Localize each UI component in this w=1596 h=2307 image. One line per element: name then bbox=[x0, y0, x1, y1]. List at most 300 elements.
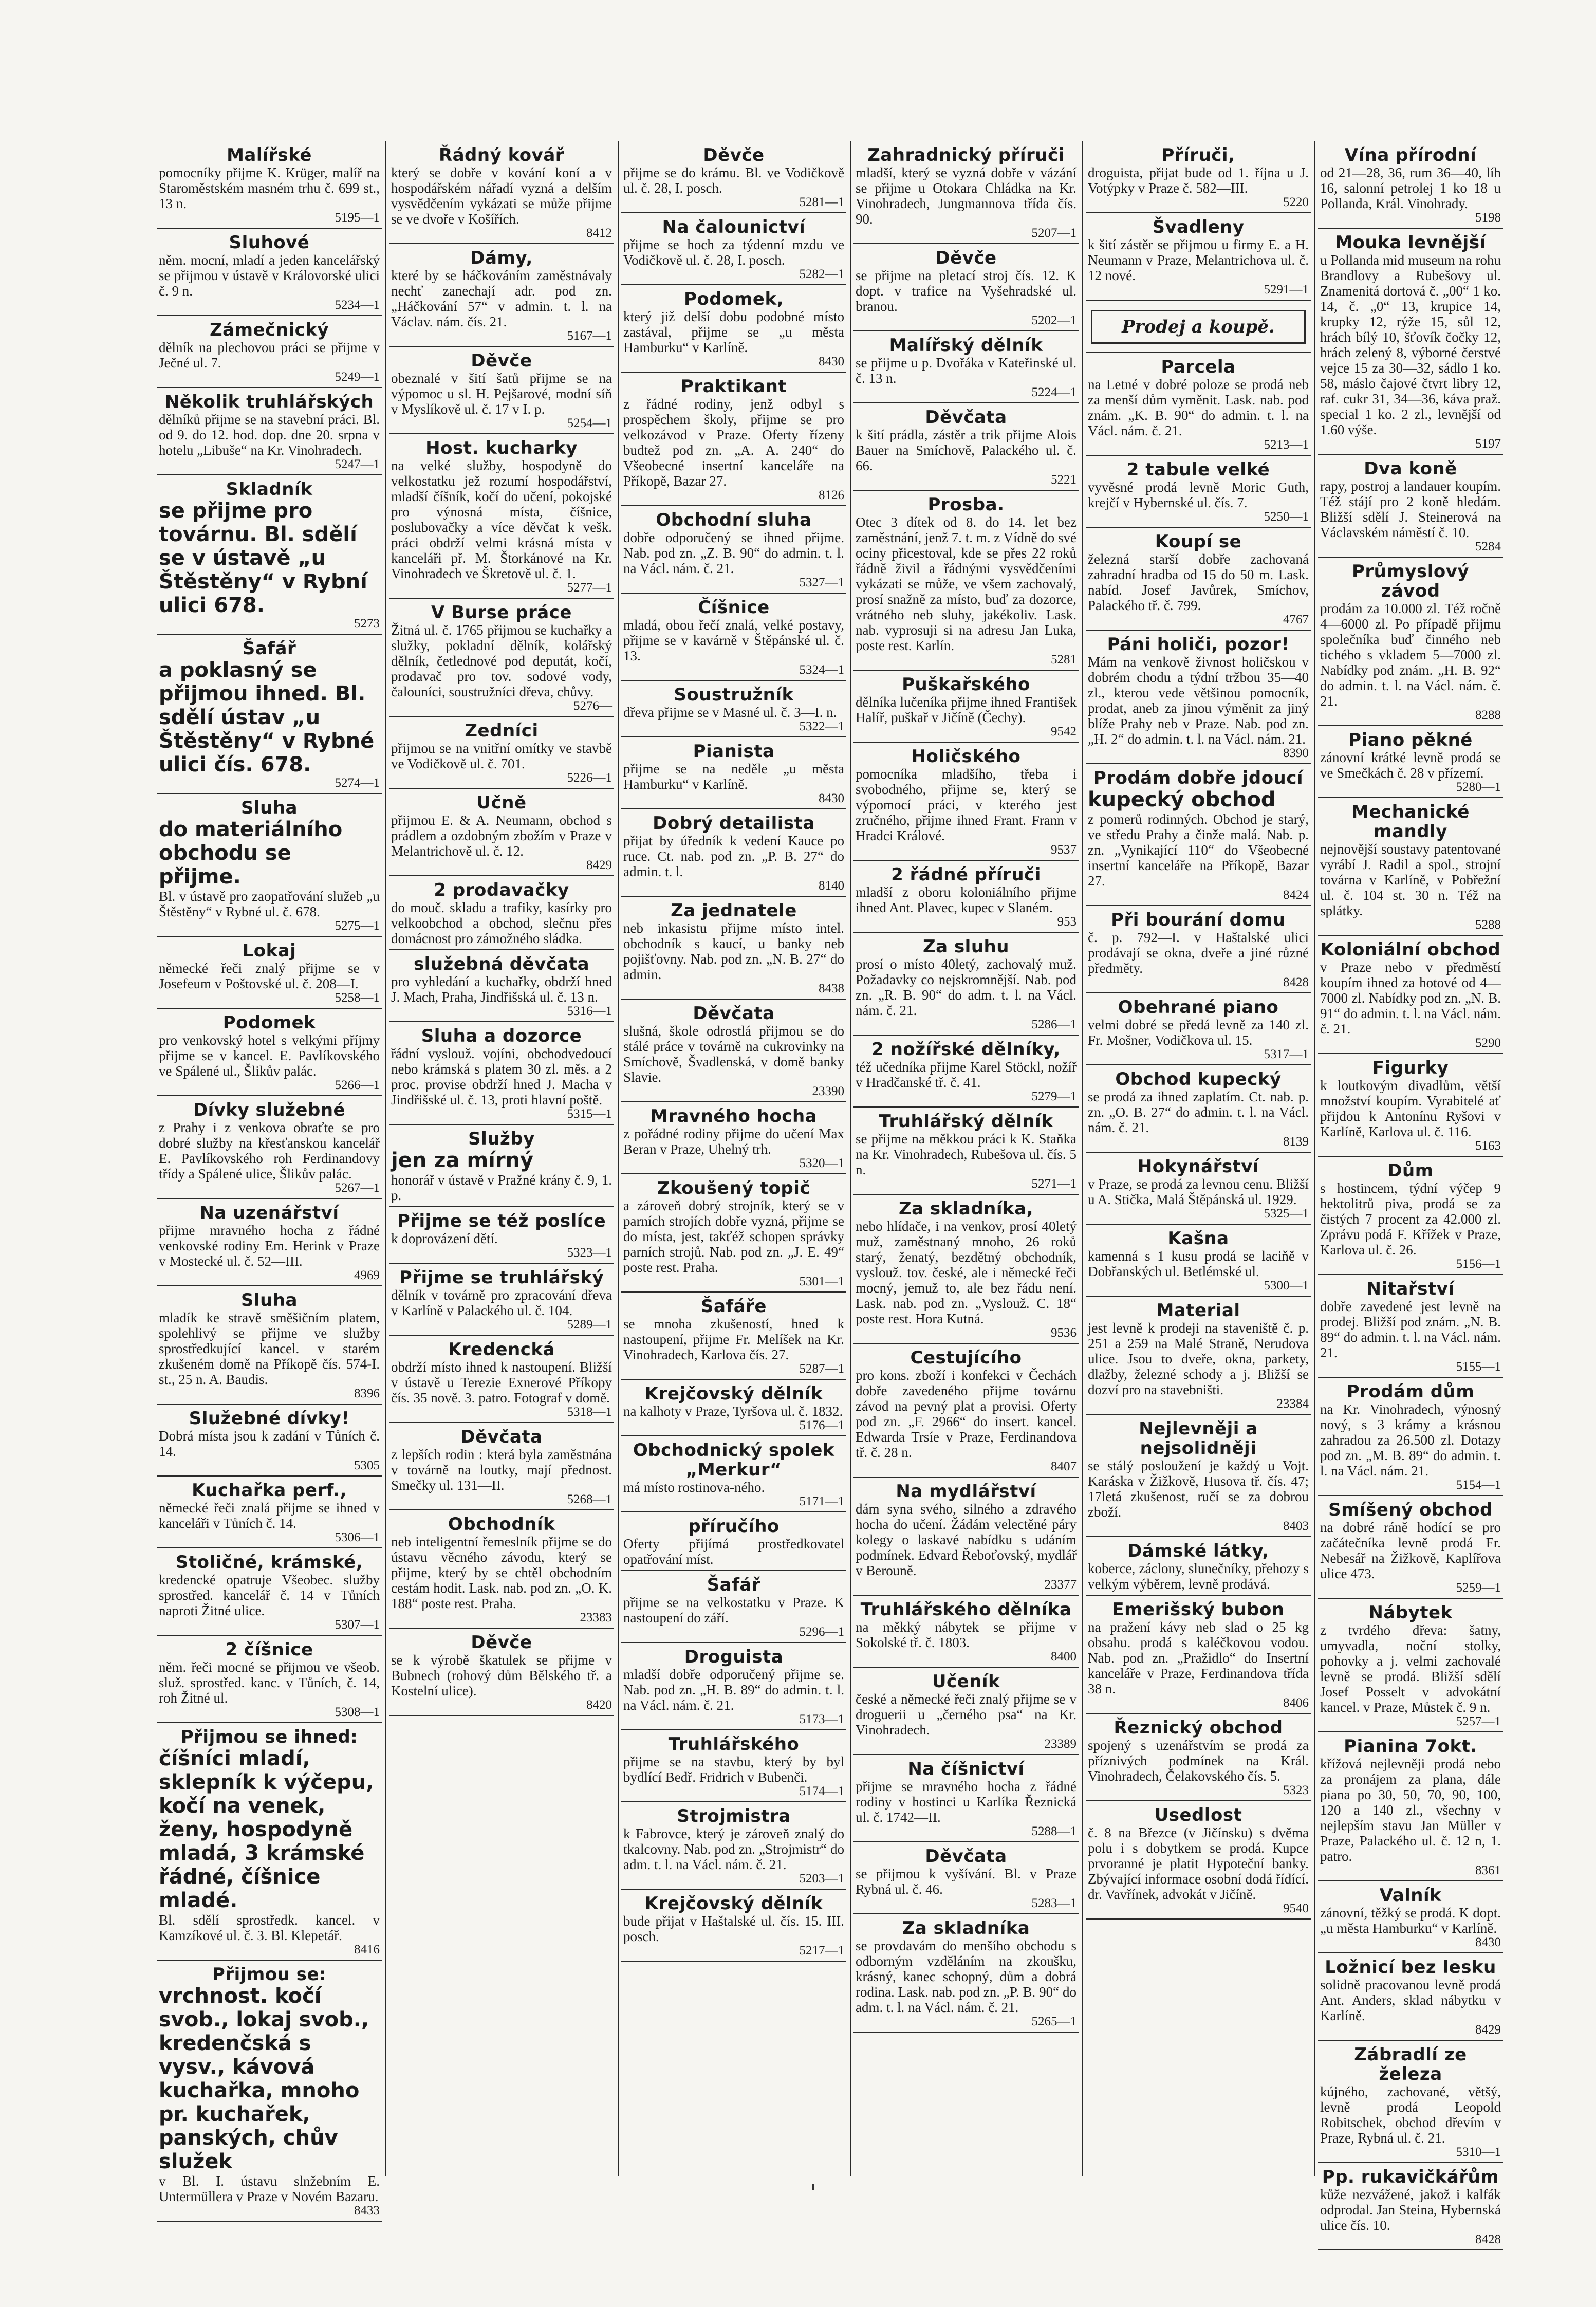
ad-heading: Pianista bbox=[693, 741, 775, 762]
ad-heading: Sluha bbox=[241, 1290, 298, 1311]
ad-number: 5274—1 bbox=[335, 776, 380, 790]
classified-ad bbox=[853, 141, 1079, 244]
ad-heading: Sluha bbox=[241, 798, 298, 818]
ad-text: prosí o místo 40letý, zachovalý muž. Požadavky co nejskromnější. Nab. pod zn. „R. B. 90“ do adm. t. l. na Václ. nám. č. 21. bbox=[856, 956, 1077, 1018]
ad-number: 5323 bbox=[1283, 1783, 1309, 1797]
ad-text: kůže nezvážené, jakož i kalfák odprodal. Jan Steina, Hybernská ulice čís. 10. bbox=[1320, 2187, 1501, 2233]
ad-number: 5318—1 bbox=[567, 1405, 612, 1419]
ad-heading: Pp. rukavičkářům bbox=[1322, 2167, 1499, 2187]
ad-number: 5154—1 bbox=[1456, 1478, 1501, 1492]
ad-heading: Kuchařka perf., bbox=[192, 1480, 347, 1501]
ad-heading: Sluhové bbox=[229, 232, 310, 253]
classified-ad bbox=[157, 937, 382, 1009]
ad-heading: Koupí se bbox=[1155, 531, 1242, 552]
ad-number: 5250—1 bbox=[1264, 510, 1309, 524]
ad-number: 9537 bbox=[1051, 843, 1077, 857]
ad-text: německé řeči znalá přijme se ihned v kanceláři v Tůních č. 14. bbox=[159, 1500, 380, 1531]
ad-heading: Dva koně bbox=[1364, 458, 1457, 479]
classified-ad bbox=[621, 1293, 846, 1380]
classified-ad bbox=[621, 285, 846, 373]
ad-text: k Fabrovce, který je zároveň znalý do tkalcovny. Nab. pod zn. „Strojmistr“ do adm. t. l. na Václ. nám. č. 21. bbox=[623, 1826, 844, 1872]
ad-number: 5198 bbox=[1475, 211, 1501, 225]
classified-ad bbox=[157, 635, 382, 794]
ad-text: nebo hlídače, i na venkov, prosí 40letý muž, zaměstnaný mnoho, 26 roků starý, ženatý, bezdětný obchodník, vyslouž. tov. české, ale i německé řeči mocný, jemuž to, ale bez řádu není. Lask. nab. pod zn. „Vyslouž. C. 18“ poste rest. Hora Kutná. bbox=[856, 1219, 1077, 1326]
ad-number: 9540 bbox=[1283, 1902, 1309, 1915]
classified-ad bbox=[853, 491, 1079, 671]
ad-number: 5173—1 bbox=[799, 1712, 844, 1726]
ad-number: 5320—1 bbox=[799, 1156, 844, 1170]
ad-text: na kalhoty v Praze, Tyršova ul. č. 1832. bbox=[623, 1404, 843, 1419]
classified-ad bbox=[853, 1195, 1079, 1344]
ad-heading: služebná děvčata bbox=[413, 954, 590, 974]
classified-ad bbox=[853, 1478, 1079, 1596]
ad-number: 8407 bbox=[1051, 1460, 1077, 1473]
ad-number: 5281—1 bbox=[799, 195, 844, 209]
classified-ad bbox=[157, 1286, 382, 1405]
ad-number: 5163 bbox=[1475, 1139, 1501, 1153]
ad-heading: Cestujícího bbox=[910, 1348, 1022, 1368]
ad-heading: Učně bbox=[476, 792, 527, 813]
ad-text: které by se háčkováním zaměstnávaly nechť zanechají adr. pod zn. „Háčkování 57“ v admin. t. l. na Václav. nám. čís. 21. bbox=[391, 268, 612, 329]
classified-ad bbox=[621, 1571, 846, 1643]
ad-heading: Holičského bbox=[911, 746, 1021, 767]
ad-heading: Prosba. bbox=[927, 494, 1005, 515]
ad-text: koberce, záclony, slunečníky, přehozy s velkým výběrem, levně prodává. bbox=[1088, 1561, 1309, 1592]
ad-number: 5291—1 bbox=[1264, 283, 1309, 297]
classified-ad bbox=[853, 1036, 1079, 1108]
ad-bold-text: kupecký obchod bbox=[1088, 788, 1276, 811]
ad-heading: Zkoušený topič bbox=[657, 1178, 811, 1198]
classified-ad bbox=[1086, 1714, 1311, 1801]
ad-text: pomocníka mladšího, třeba i svobodného, přijme se, který se výpomocí práci, v kterého jest zručného, přijme ihned Frant. Frann v Hradci Králové. bbox=[856, 766, 1077, 843]
classified-ad bbox=[1318, 1054, 1503, 1157]
classified-ad bbox=[389, 876, 614, 950]
ad-number: 5310—1 bbox=[1456, 2145, 1501, 2159]
ad-number: 5306—1 bbox=[335, 1530, 380, 1544]
column-rule bbox=[850, 141, 851, 2176]
classified-ad bbox=[853, 1914, 1079, 2033]
ad-number: 23390 bbox=[812, 1084, 844, 1098]
ad-text: neb inkasistu přijme místo intel. obchodník s kaucí, u banky neb pojišťovny. Nab. pod zn. „N. B. 27“ do admin. bbox=[623, 920, 844, 982]
ad-heading: Přijmou se: bbox=[212, 1964, 327, 1985]
ad-text: přijat by úředník k vedení Kauce po ruce. Ct. nab. pod zn. „P. B. 27“ do admin. t. l. bbox=[623, 833, 844, 879]
ad-text: honorář v ústavě v Pražné krány č. 9, 1. p. bbox=[391, 1172, 612, 1203]
ad-number: 5268—1 bbox=[567, 1492, 612, 1506]
ad-number: 5203—1 bbox=[799, 1872, 844, 1886]
ad-number: 8438 bbox=[819, 982, 844, 995]
ad-number: 5280—1 bbox=[1456, 780, 1501, 794]
ad-text: se přijme u p. Dvořáka v Kateřinské ul. č. 13 n. bbox=[856, 355, 1077, 386]
ad-text: kredencké opatruje Všeobec. služby sprostřed. kancelář č. 14 v Tůních naproti Žitné ulice. bbox=[159, 1572, 380, 1618]
ad-heading: V Burse práce bbox=[431, 602, 572, 623]
ad-number: 5220 bbox=[1283, 195, 1309, 209]
ad-heading: Příruči, bbox=[1161, 145, 1235, 165]
ad-number: 8396 bbox=[354, 1387, 380, 1400]
ad-text: a zároveň dobrý strojník, který se v parních strojích dobře vyzná, přijme se do místa, jest, takťéž schopen správky parních strojů. Nab. pod zn. „J. E. 49“ poste rest. Praha. bbox=[623, 1198, 844, 1275]
ad-number: 5174—1 bbox=[799, 1784, 844, 1798]
ad-heading: Pianina 7okt. bbox=[1344, 1736, 1477, 1757]
ad-text: české a německé řeči znalý přijme se v droguerii u „černého psa“ na Kr. Vinohradech. bbox=[856, 1691, 1077, 1738]
newspaper-page bbox=[157, 141, 1503, 2246]
ad-number: 5213—1 bbox=[1264, 438, 1309, 452]
classified-ad bbox=[1086, 301, 1311, 353]
ad-heading: Obchod kupecký bbox=[1115, 1069, 1282, 1090]
ad-text: jest levně k prodeji na staveniště č. p. 251 a 259 na Malé Straně, Nerudova ulice. Jsou to dveře, okna, parkety, dlažby, železné schody a j. Bližší se dozví pro na stavebništi. bbox=[1088, 1320, 1309, 1397]
classified-ad bbox=[1086, 993, 1311, 1065]
ad-number: 5323—1 bbox=[567, 1246, 612, 1260]
ad-heading: Obchodnický spolek „Merkur“ bbox=[633, 1440, 835, 1480]
ad-number: 5195—1 bbox=[335, 211, 380, 225]
ad-text: z pořádné rodiny přijme do učení Max Beran v Praze, Uhelný trh. bbox=[623, 1126, 844, 1157]
ad-text: přijmou se na vnitřní omítky ve stavbě ve Vodičkově ul. č. 701. bbox=[391, 741, 612, 771]
ad-heading: Děvče bbox=[471, 350, 532, 371]
ad-heading: Prodám dům bbox=[1346, 1381, 1475, 1402]
ad-number: 5224—1 bbox=[1031, 385, 1077, 399]
classified-ad bbox=[157, 1961, 382, 2222]
ad-text: Žitná ul. č. 1765 přijmou se kuchařky a služky, pokladní dělník, kolářský dělník, četlednové pod deputát, kočí, prodavač pro tov. sodové vody, čalouníci, soustružníci dřeva, chůvy. bbox=[391, 622, 612, 699]
ad-number: 8428 bbox=[1475, 2232, 1501, 2246]
classified-ad bbox=[853, 403, 1079, 491]
ad-heading: Podomek bbox=[222, 1012, 316, 1033]
ad-heading: Dům bbox=[1387, 1160, 1434, 1181]
ad-heading: Kašna bbox=[1167, 1228, 1229, 1249]
ad-text: něm. mocní, mladí a jeden kancelářský se přijmou v ústavě v Královorské ulici č. 9 n. bbox=[159, 252, 380, 299]
ad-heading: Mouka levnější bbox=[1335, 232, 1486, 253]
ad-text: slušná, škole odrostlá přijmou se do stálé práce v továrně na cukrovinky na Smíchově, Švadlenská, v domě banky Slavie. bbox=[623, 1023, 844, 1085]
ad-text: přijme se na velkostatku v Praze. K nastoupení do září. bbox=[623, 1595, 844, 1626]
ad-number: 5301—1 bbox=[799, 1275, 844, 1288]
ad-number: 5300—1 bbox=[1264, 1279, 1309, 1293]
ad-heading: Malířský dělník bbox=[889, 335, 1043, 356]
classified-ad bbox=[853, 1344, 1079, 1478]
ad-text: dělníků přijme se na stavební práci. Bl. od 9. do 12. hod. dop. dne 20. srpna v hotelu „Libuše“ na Kr. Vinohradech. bbox=[159, 412, 380, 458]
ad-heading: Učeník bbox=[932, 1671, 1000, 1692]
classified-ad bbox=[853, 1596, 1079, 1668]
ad-number: 5176—1 bbox=[799, 1418, 844, 1432]
ad-bold-text: a poklasný se přijmou ihned. Bl. sdělí ústav „u Štěstěny“ v Rybné ulici čís. 678. bbox=[159, 658, 375, 777]
classified-ad bbox=[1318, 936, 1503, 1054]
classified-ad bbox=[621, 681, 846, 737]
ad-number: 5254—1 bbox=[567, 416, 612, 430]
ad-text: něm. řeči mocné se přijmou ve všeob. služ. sprostřed. kanc. v Tůních, č. 14, roh Žitné ul. bbox=[159, 1659, 380, 1706]
ad-text: dobře zavedené jest levně na prodej. Bližší pod znám. „N. B. 89“ do admin. t. l. na Václ. nám. 21. bbox=[1320, 1299, 1501, 1360]
section-box-heading: Prodej a koupě. bbox=[1091, 310, 1306, 344]
ad-heading: Truhlářského dělníka bbox=[860, 1599, 1072, 1620]
ad-text: se přijmou k vyšívání. Bl. v Praze Rybná ul. č. 46. bbox=[856, 1866, 1077, 1897]
ad-text: č. 8 na Březce (v Jičínsku) s dvěma polu i s dobytkem se prodá. Kupce prvoranné je platit Hypoteční banky. Zbývající informace osobní dodá řídící. dr. Vavřínek, advokát v Jičíně. bbox=[1088, 1825, 1309, 1902]
classified-ad bbox=[1318, 2041, 1503, 2163]
ad-text: Mám na venkově živnost holičskou v dobrém chodu a týdní tržbou 35—40 zl., kterou vede většinou pomocník, prodat, aneb za jinou výměnit za jiný blíže Prahy neb v Praze. Nab. pod zn. „H. 2“ do admin. t. l. na Václ. nám. 21. bbox=[1088, 654, 1309, 747]
ad-heading: Zámečnický bbox=[209, 320, 329, 340]
ad-text: přijme se mravného hocha z řádné rodiny v hostinci u Karlíka Řeznická ul. č. 1742—II. bbox=[856, 1779, 1077, 1825]
ad-number: 5316—1 bbox=[567, 1004, 612, 1018]
ad-heading: Skladník bbox=[226, 479, 313, 500]
ad-heading: 2 prodavačky bbox=[434, 880, 569, 900]
ad-text: mladá, obou řečí znalá, velké postavy, přijme se v kavárně v Štěpánské ul. č. 13. bbox=[623, 617, 844, 663]
ad-text: pomocníky přijme K. Krüger, malíř na Staroměstském masném trhu č. 699 st., 13 n. bbox=[159, 165, 380, 211]
ad-number: 5167—1 bbox=[567, 329, 612, 343]
ad-text: rapy, postroj a landauer koupím. Též stájí pro 2 koně hledám. Bližší sdělí J. Steinerová na Václavském náměstí č. 10. bbox=[1320, 478, 1501, 540]
classified-ad bbox=[853, 1842, 1079, 1914]
ad-text: kamenná s 1 kusu prodá se laciňě v Dobřanských ul. Betlémské ul. bbox=[1088, 1248, 1309, 1279]
classified-ad bbox=[389, 141, 614, 244]
classified-ad bbox=[621, 1802, 846, 1890]
ad-heading: Za sluhu bbox=[923, 936, 1009, 957]
ad-number: 8429 bbox=[1475, 2023, 1501, 2037]
ad-bold-text: se přijme pro továrnu. Bl. sdělí se v ústavě „u Štěstěny“ v Rybní ulici 678. bbox=[159, 499, 367, 617]
column-4 bbox=[853, 141, 1079, 2176]
ad-text: od 21—28, 36, rum 36—40, líh 16, salonní petrolej 1 ko 18 u Pollanda, Král. Vinohrady. bbox=[1320, 165, 1501, 211]
ad-heading: Parcela bbox=[1161, 357, 1236, 377]
ad-text: který se dobře v kování koní a v hospodářském nářadí vyzná a delším vysvědčením vykázati se může přijme se ve dvoře v Košířích. bbox=[391, 165, 612, 227]
ad-text: Dobrá místa jsou k zadání v Tůních č. 14. bbox=[159, 1428, 380, 1459]
ad-number: 5308—1 bbox=[335, 1705, 380, 1719]
classified-ad bbox=[1086, 1065, 1311, 1153]
classified-ad bbox=[1086, 1153, 1311, 1225]
ad-heading: 2 číšnice bbox=[225, 1639, 313, 1660]
ad-text: obdrží místo ihned k nastoupení. Bližší v ústavě u Terezie Exnerové Příkopy čís. 35 nově. 3. patro. Fotograf v domě. bbox=[391, 1359, 612, 1406]
ad-text: se přijme na pletací stroj čís. 12. K dopt. v trafice na Vyšehradské ul. branou. bbox=[856, 268, 1077, 314]
ad-number: 8420 bbox=[586, 1698, 612, 1712]
ad-text: dřeva přijme se v Masné ul. č. 3—I. n. bbox=[623, 705, 837, 720]
ad-text: pro venkovský hotel s velkými příjmy přijme se v kancel. E. Pavlíkovského ve Spálené ul., Šlikův palác. bbox=[159, 1032, 380, 1079]
classified-ad bbox=[853, 1668, 1079, 1755]
ad-text: k doprovázení dětí. bbox=[391, 1231, 498, 1246]
column-2 bbox=[389, 141, 614, 2176]
ad-text: Bl. sdělí sprostředk. kancel. v Kamzíkové ul. č. 3. Bl. Klepetář. bbox=[159, 1912, 380, 1943]
ad-heading: Přijme se též poslíce bbox=[397, 1211, 606, 1231]
ad-number: 5286—1 bbox=[1031, 1018, 1077, 1031]
ad-heading: Nábytek bbox=[1368, 1602, 1453, 1623]
ad-number: 5282—1 bbox=[799, 267, 844, 281]
ad-number: 8361 bbox=[1475, 1863, 1501, 1877]
ad-text: se mnoha zkušeností, hned k nastoupení, přijme Fr. Melíšek na Kr. Vinohradech, Karlova čís. 27. bbox=[623, 1316, 844, 1362]
ad-text: na pražení kávy neb slad o 25 kg obsahu. prodá s kaléčkovou vodou. Nab. pod zn. „Pražidlo“ do Insertní kanceláře v Praze, Ferdinandova třída 38 n. bbox=[1088, 1619, 1309, 1696]
ad-number: 5279—1 bbox=[1031, 1090, 1077, 1103]
classified-ad bbox=[1318, 455, 1503, 558]
ad-heading: Strojmistra bbox=[677, 1806, 791, 1826]
ad-heading: Řádný kovář bbox=[438, 145, 565, 165]
ad-number: 9536 bbox=[1051, 1326, 1077, 1340]
classified-ad bbox=[1086, 1537, 1311, 1596]
ad-number: 23389 bbox=[1044, 1737, 1077, 1751]
ad-text: z tvrdého dřeva: šatny, umyvadla, noční stolky, pohovky a j. velmi zachovalé levně se prodá. Bližší sdělí Josef Posselt v advokátní kancel. v Praze, Můstek č. 9 n. bbox=[1320, 1622, 1501, 1715]
ad-number: 5171—1 bbox=[799, 1494, 844, 1508]
classified-ad bbox=[389, 789, 614, 876]
ad-heading: Služebné dívky! bbox=[189, 1408, 350, 1429]
ad-heading: Nitařství bbox=[1366, 1279, 1455, 1299]
classified-ad bbox=[1086, 1225, 1311, 1297]
ad-bold-text: jen za mírný bbox=[391, 1149, 534, 1172]
classified-ad bbox=[1318, 1599, 1503, 1732]
classified-ad bbox=[1318, 141, 1503, 229]
classified-ad bbox=[621, 1000, 846, 1102]
ad-text: s hostincem, týdní výčep 9 hektolitrů piva, prodá se za čistých 7 procent za 42.000 zl. Zprávu podá F. Křížek v Praze, Karlova ul. č. 26. bbox=[1320, 1180, 1501, 1258]
ad-heading: Šafáře bbox=[701, 1296, 767, 1317]
ad-text: obeznalé v šití šatů přijme se na výpomoc u sl. H. Pejšarové, modní síň v Myslíkově ul. č. 17 v I. p. bbox=[391, 371, 612, 417]
classified-ad bbox=[389, 950, 614, 1022]
classified-ad bbox=[621, 737, 846, 809]
ad-heading: Krejčovský dělník bbox=[644, 1383, 823, 1404]
classified-ad bbox=[157, 229, 382, 316]
ad-text: dělník na plechovou práci se přijme v Ječné ul. 7. bbox=[159, 340, 380, 371]
ad-number: 8416 bbox=[354, 1943, 380, 1957]
ad-heading: Obchodník bbox=[448, 1514, 555, 1535]
ad-heading: Praktikant bbox=[680, 376, 787, 397]
ad-heading: Za skladníka, bbox=[898, 1198, 1034, 1219]
ad-number: 5249—1 bbox=[335, 370, 380, 384]
ad-number: 5324—1 bbox=[799, 663, 844, 677]
ad-number: 8412 bbox=[586, 226, 612, 240]
classified-ad bbox=[1318, 1378, 1503, 1496]
ad-text: solidně pracovanou levně prodá Ant. Anders, sklad nábytku v Karlíně. bbox=[1320, 1977, 1501, 2023]
ad-heading: Páni holiči, pozor! bbox=[1107, 634, 1290, 655]
column-rule bbox=[1082, 141, 1083, 2176]
ad-text: se provdavám do menšího obchodu s odborným vzděláním na zkoušku, krásný, kanec schopný, dům a dobrá rodina. Lask. nab. pod zn. „P. B. 90“ do adm. t. l. na Václ. nám. č. 21. bbox=[856, 1938, 1077, 2015]
classified-ad bbox=[1086, 1297, 1311, 1415]
ad-number: 8403 bbox=[1283, 1519, 1309, 1533]
classified-ad bbox=[1086, 1596, 1311, 1714]
ad-text: droguista, přijat bude od 1. října u J. Votýpky v Praze č. 582—III. bbox=[1088, 165, 1309, 196]
ad-text: z lepších rodin : která byla zaměstnána v továrně na loutky, mají přednost. Smečky ul. 131—II. bbox=[391, 1447, 612, 1493]
classified-ad bbox=[389, 717, 614, 789]
ad-heading: Číšnice bbox=[698, 597, 770, 618]
ad-heading: Na číšnictví bbox=[907, 1759, 1025, 1779]
classified-ad bbox=[621, 594, 846, 681]
ad-number: 5267—1 bbox=[335, 1181, 380, 1195]
ad-text: z pomerů rodinných. Obchod je starý, ve středu Prahy a činže malá. Nab. p. zn. „Vynikající 110“ do Všeobecné insertní kanceláře na Příkopě, Bazar 27. bbox=[1088, 811, 1309, 889]
ad-number: 8288 bbox=[1475, 708, 1501, 722]
ad-number: 8139 bbox=[1283, 1135, 1309, 1149]
ad-heading: Lokaj bbox=[242, 940, 296, 961]
classified-ad bbox=[621, 809, 846, 897]
ad-heading: Droguista bbox=[684, 1647, 784, 1667]
ad-heading: Stoličné, krámské, bbox=[175, 1552, 363, 1573]
ad-number: 5156—1 bbox=[1456, 1257, 1501, 1271]
ad-text: z řádné rodiny, jenž odbyl s prospěchem školy, přijme se pro velkozávod v Praze. Oferty řízeny budtež pod zn. „A. A. 240“ do Všeobecné insertní kanceláře na Příkopě, Bazar 27. bbox=[623, 396, 844, 489]
ad-number: 5315—1 bbox=[567, 1107, 612, 1121]
ad-number: 5257—1 bbox=[1456, 1714, 1501, 1728]
column-rule bbox=[1314, 141, 1315, 2176]
classified-ad bbox=[1086, 141, 1311, 213]
ad-heading: Valník bbox=[1379, 1885, 1442, 1906]
ad-text: přijme se na neděle „u města Hamburku“ v Karlíně. bbox=[623, 761, 844, 792]
ad-text: k loutkovým divadlům, větší množství koupím. Vyrabitelé ať přijdou k Antonínu Ryšovi v Karlíně, Karlova ul. č. 116. bbox=[1320, 1078, 1501, 1139]
ad-text: na Kr. Vinohradech, výnosný nový, s 3 krámy a krásnou zahradou za 26.500 zl. Dotazy pod zn. „M. B. 89“ do admin. t. l. na Václ. nám. 21. bbox=[1320, 1401, 1501, 1479]
classified-ad bbox=[621, 1643, 846, 1730]
classified-ad bbox=[1086, 1415, 1311, 1537]
ad-number: 5259—1 bbox=[1456, 1581, 1501, 1595]
ad-heading: Koloniální obchod bbox=[1320, 939, 1501, 960]
classified-ad bbox=[621, 373, 846, 506]
ad-number: 23384 bbox=[1276, 1397, 1309, 1411]
classified-ad bbox=[853, 1108, 1079, 1195]
classified-ad bbox=[1086, 631, 1311, 764]
ad-heading: Malířské bbox=[227, 145, 312, 165]
classified-ad bbox=[389, 1510, 614, 1629]
ad-text: prodám za 10.000 zl. Též ročně 4—6000 zl. Po případě přijmu společníka buď činného neb tichého s vkladem 5—7000 zl. Nabídky pod znám. „H. B. 92“ do admin. t. l. na Václ. nám. č. 21. bbox=[1320, 601, 1501, 709]
classified-ad bbox=[853, 1755, 1079, 1842]
ad-heading: Podomek, bbox=[684, 289, 784, 309]
classified-ad bbox=[853, 331, 1079, 403]
ad-text: neb inteligentní řemeslník přijme se do ústavu věcného závodu, který se přijme, který by se chtěl obchodním cestám hodit. Lask. nab. pod zn. „O. K. 188“ poste rest. Praha. bbox=[391, 1534, 612, 1611]
ad-number: 8430 bbox=[819, 791, 844, 805]
ad-bold-text: číšníci mladí, sklepník k výčepu, kočí na venek, ženy, hospodyně mladá, 3 krámské řádné, číšnice mladé. bbox=[159, 1747, 374, 1912]
ad-heading: Dívky služebné bbox=[193, 1100, 346, 1120]
ad-text: řádní vyslouž. vojíni, obchodvedoucí nebo krámská s platem 30 zl. měs. a 2 proc. provise obdrží hned J. Macha v Jindřišské ul. č. 13, proti hlavní poště. bbox=[391, 1046, 612, 1108]
ad-heading: Na čalounictví bbox=[662, 217, 806, 237]
ad-heading: Za jednatele bbox=[671, 900, 797, 921]
ad-heading: Truhlářský dělník bbox=[879, 1111, 1053, 1132]
column-5 bbox=[1086, 141, 1311, 2176]
ad-number: 5155—1 bbox=[1456, 1360, 1501, 1374]
ad-number: 5325—1 bbox=[1264, 1207, 1309, 1221]
classified-ad bbox=[621, 506, 846, 594]
classified-ad bbox=[389, 1423, 614, 1510]
ad-text: se stálý posloužení je každý u Vojt. Karáska v Žižkově, Husova tř. čís. 47; 17letá zkušenost, ručí se za dobrou zboží. bbox=[1088, 1458, 1309, 1520]
ad-text: mladší, který se vyzná dobře v vázání se přijme u Otokara Chládka na Kr. Vinohradech, Jungmannova třída čís. 90. bbox=[856, 165, 1077, 227]
ad-number: 5207—1 bbox=[1031, 226, 1077, 240]
ad-heading: Zábradlí ze železa bbox=[1354, 2044, 1467, 2084]
ad-text: železná starší dobře zachovaná zahradní hradba od 15 do 50 m. Lask. nabíd. Josef Javůrek, Smíchov, Palackého tř. č. 799. bbox=[1088, 551, 1309, 613]
ad-text: na velké služby, hospodyně do velkostatku jež rozumí hospodářství, mladší číšník, kočí do učení, pokojské pro výnosná místa, číšnice, poslubovačky a více děvčat k vešk. práci obdrží velmi krásná místa v kanceláři př. M. Štorkánové na Kr. Vinohradech ve Škretově ul. č. 1. bbox=[391, 458, 612, 581]
ad-number: 8424 bbox=[1283, 888, 1309, 902]
ad-number: 5276— bbox=[573, 699, 612, 713]
classified-ad bbox=[157, 1009, 382, 1096]
ad-heading: Truhlářského bbox=[668, 1734, 800, 1755]
ad-heading: Řeznický obchod bbox=[1114, 1718, 1283, 1738]
ad-text: spojený s uzenářstvím se prodá za příznivých podmínek na Král. Vinohradech, Čelakovského čís. 5. bbox=[1088, 1738, 1309, 1784]
ad-heading: Hokynářství bbox=[1137, 1156, 1259, 1177]
ad-heading: Přijme se truhlářský bbox=[399, 1267, 604, 1288]
ad-number: 5317—1 bbox=[1264, 1047, 1309, 1061]
classified-ad bbox=[1318, 229, 1503, 455]
ad-number: 953 bbox=[1057, 915, 1077, 929]
ad-text: zánovní krátké levně prodá se ve Smečkách č. 28 v přízemí. bbox=[1320, 750, 1501, 781]
ad-number: 9542 bbox=[1051, 725, 1077, 739]
ad-text: přijme se na stavbu, který by byl bydlící Bedř. Fridrich v Bubenči. bbox=[623, 1754, 844, 1785]
ad-text: na dobré ráně hodící se pro začátečníka levně prodá Fr. Nebesář na Žižkově, Kaplířova ulice 473. bbox=[1320, 1520, 1501, 1581]
classified-ad bbox=[1318, 798, 1503, 936]
ad-text: má místo rostinova-ného. bbox=[623, 1480, 765, 1495]
ad-text: u Pollanda mid museum na rohu Brandlovy a Rubešovy ul. Znamenitá dortová č. „00“ 1 ko. 14, č. „0“ 13, krupice 14, krupky 12, rýže 15, sůl 12, hrách bílý 10, šťovík čočky 12, hrách zelený 8, výborné čerstvé vejce 15 za 30—32, sádlo 1 ko. 58, máslo čajové čtvrt libry 12, raf. cukr 31, 34—36, káva praž. special 1 ko. 2 zl., levnější od 1.60 výše. bbox=[1320, 252, 1501, 437]
ad-text: v Praze, se prodá za levnou cenu. Bližší u A. Stička, Malá Štěpánská ul. 1929. bbox=[1088, 1176, 1309, 1207]
ad-number: 5305 bbox=[354, 1459, 380, 1472]
ad-heading: 2 řádné příruči bbox=[891, 864, 1041, 885]
ad-text: Bl. v ústavě pro zaopatřování služeb „u Štěstěny“ v Rybné ul. č. 678. bbox=[159, 889, 380, 919]
ad-heading: Dámy, bbox=[470, 248, 533, 268]
ad-text: Otec 3 dítek od 8. do 14. let bez zaměstnání, jenž 7. t. m. z Vídně do své ociny přicestoval, kde se přes 22 roků řádně živil a řádnými vysvědčeními vykázati se může, ve všem zachovalý, prosí snažně za místo, buď za dozorce, vrátného neb sluhy, jakékoliv. Lask. nab. vyprosuji si na adresu Jan Luka, poste rest. Karlín. bbox=[856, 514, 1077, 653]
classified-ad bbox=[621, 1512, 846, 1571]
ad-text: přijme se do krámu. Bl. ve Vodičkově ul. č. 28, I. posch. bbox=[623, 165, 844, 196]
classified-ad bbox=[389, 1125, 614, 1207]
classified-ad bbox=[1086, 456, 1311, 528]
ad-text: bude přijat v Haštalské ul. čís. 15. III. posch. bbox=[623, 1913, 844, 1944]
classified-ad bbox=[389, 1336, 614, 1423]
ad-text: dělník v továrně pro zpracování dřeva v Karlíně v Palackého ul. č. 104. bbox=[391, 1287, 612, 1318]
ad-heading: Usedlost bbox=[1154, 1805, 1242, 1825]
column-rule bbox=[618, 141, 619, 2176]
ad-number: 5217—1 bbox=[799, 1944, 844, 1958]
ad-text: přijme mravného hocha z řádné venkovské rodiny Em. Herink v Praze v Mostecké ul. č. 52—III. bbox=[159, 1223, 380, 1269]
ad-text: Oferty přijímá prostředkovatel opatřování míst. bbox=[623, 1536, 844, 1567]
page-mark bbox=[812, 2184, 814, 2190]
ad-heading: Vína přírodní bbox=[1344, 145, 1477, 165]
ad-number: 5290 bbox=[1475, 1036, 1501, 1050]
classified-ad bbox=[621, 1890, 846, 1962]
ad-text: zánovní, těžký se prodá. K dopt. „u města Hamburku“ v Karlíně. bbox=[1320, 1905, 1501, 1936]
ad-heading: Děvče bbox=[935, 248, 997, 268]
